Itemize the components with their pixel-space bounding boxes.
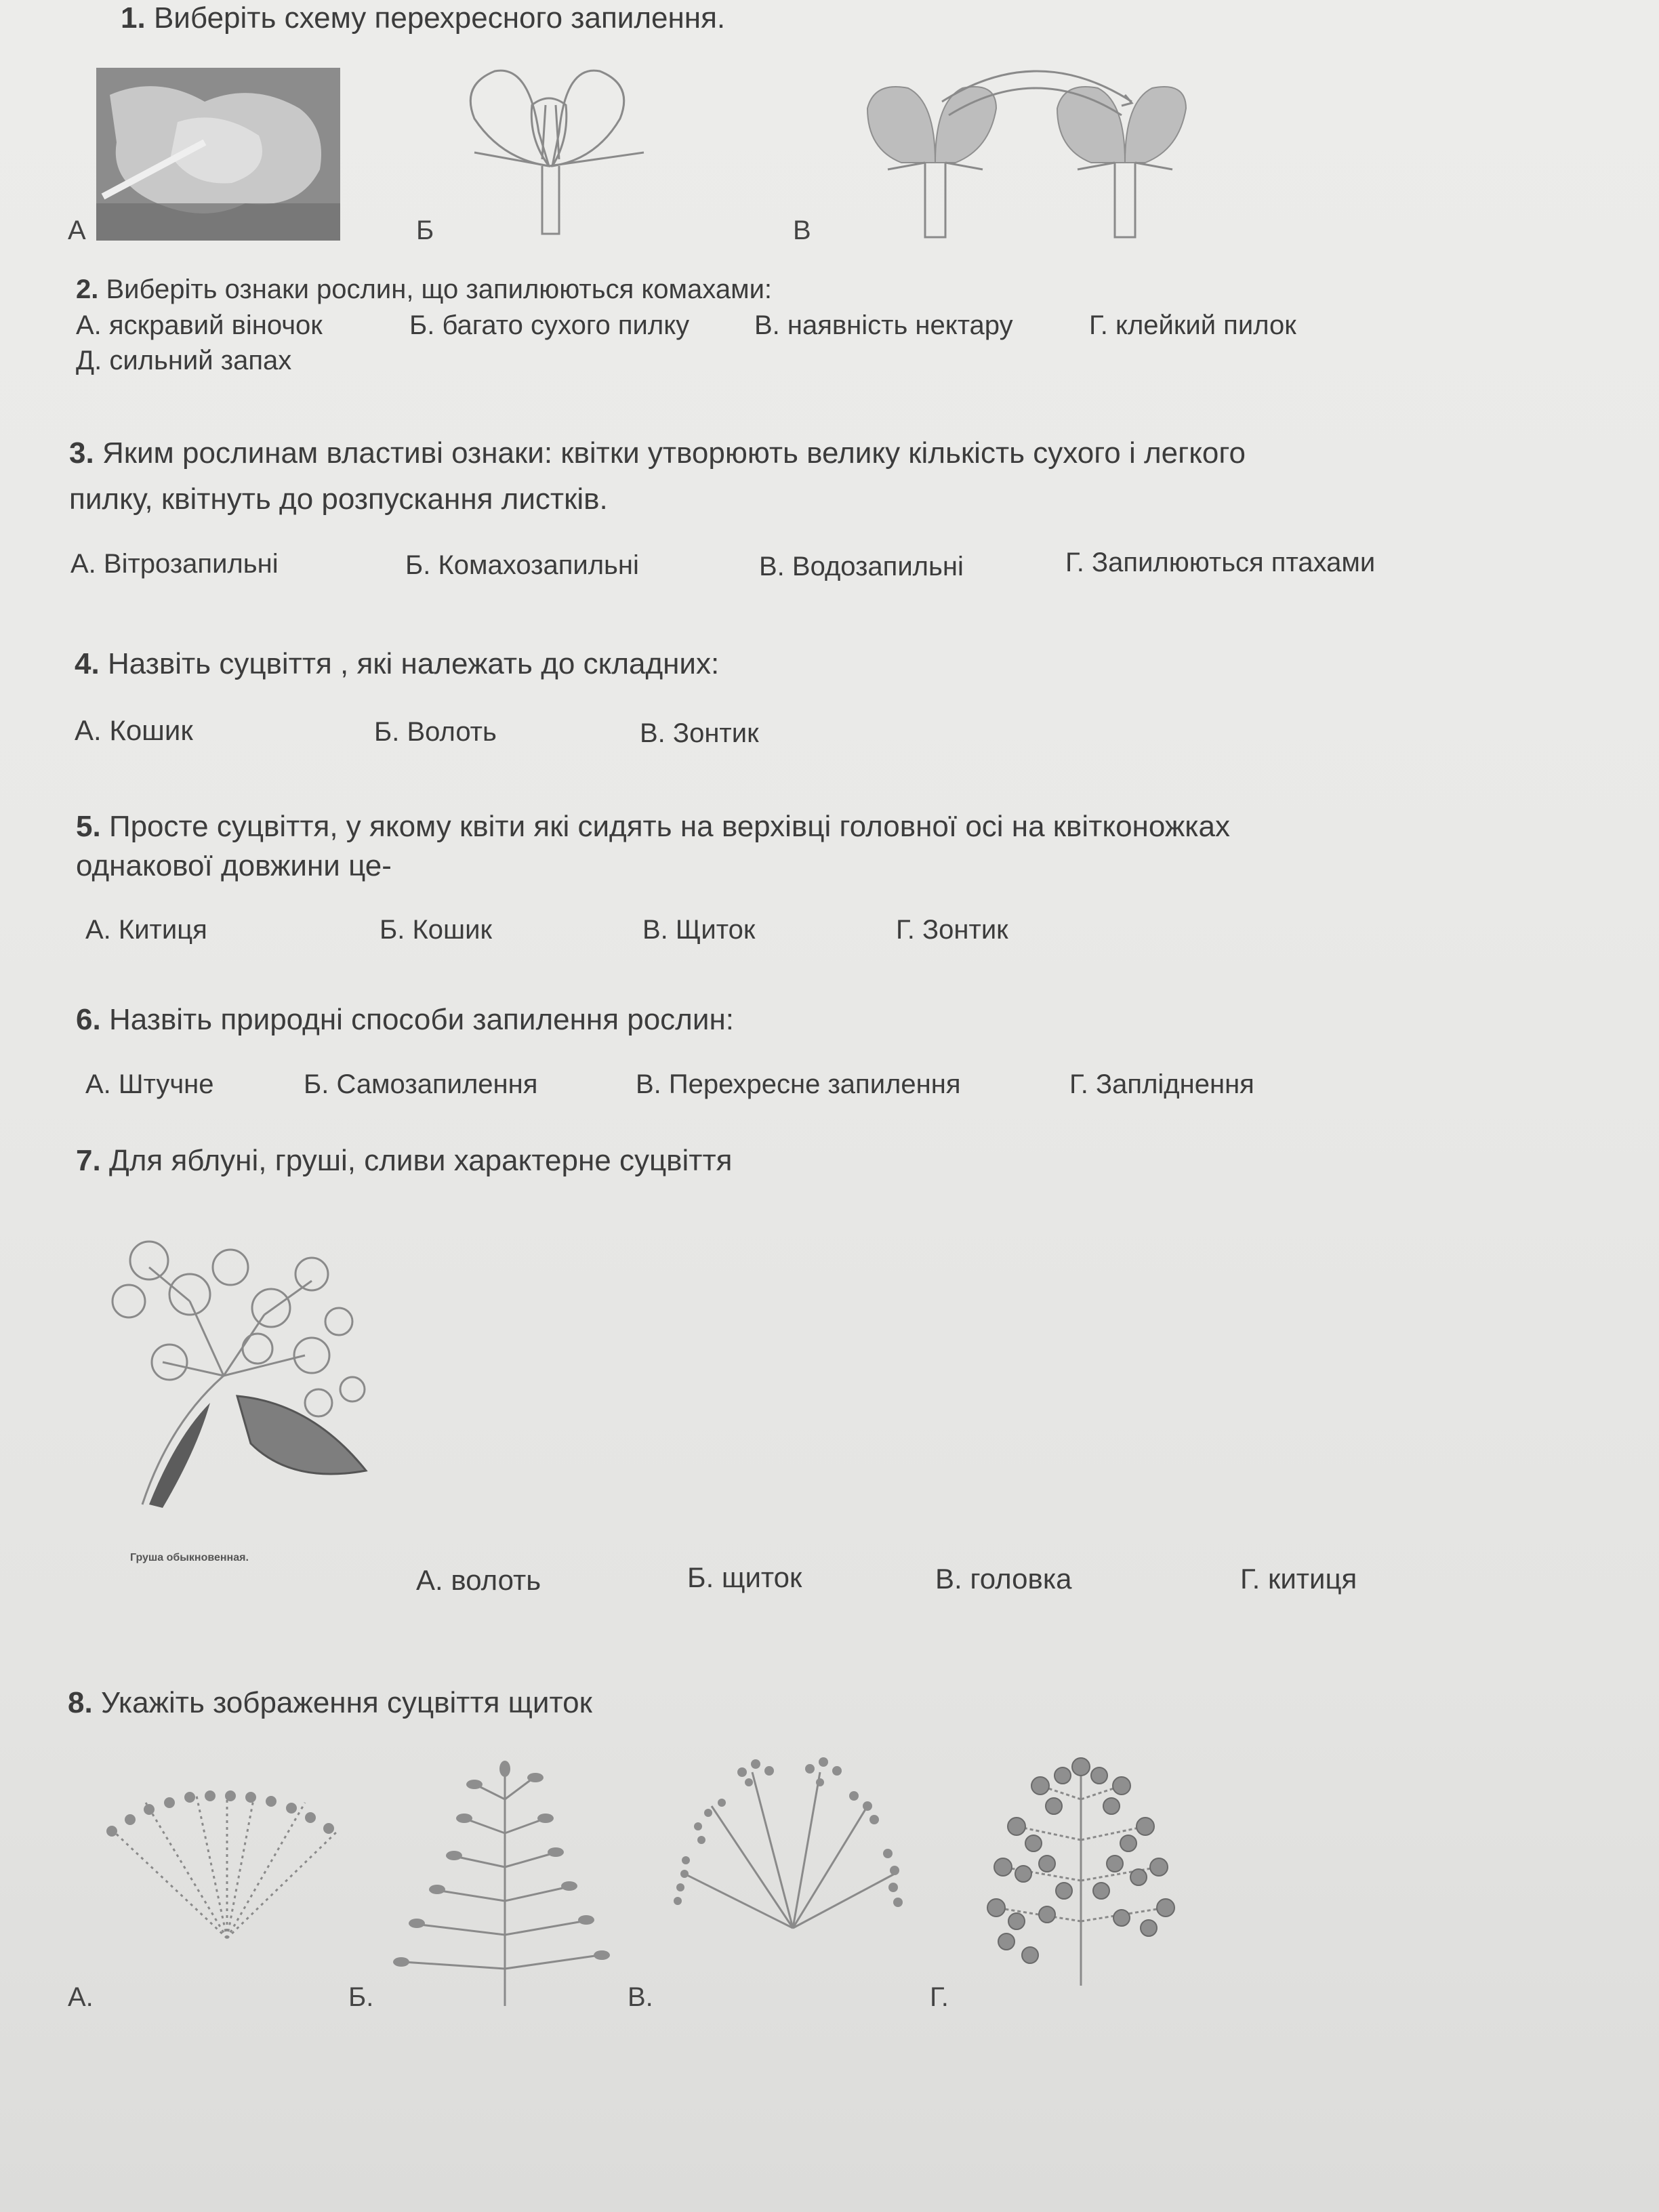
question-4: [75, 647, 719, 681]
q7-image-caption: Груша обыкновенная.: [130, 1552, 249, 1563]
q1-image-c-two-flowers: [861, 61, 1220, 244]
q5-option-d[interactable]: Г. Зонтик: [896, 915, 1008, 945]
q8-label-c: В.: [628, 1982, 653, 2012]
question-number: 1.: [121, 1, 146, 35]
q4-option-c[interactable]: В. Зонтик: [640, 718, 759, 748]
q8-label-d: Г.: [930, 1982, 949, 2012]
q7-option-c[interactable]: В. головка: [935, 1563, 1072, 1595]
q2-option-a[interactable]: А. яскравий віночок: [76, 310, 323, 340]
q1-label-a: А: [68, 216, 86, 245]
q2-option-c[interactable]: В. наявність нектару: [754, 310, 1013, 340]
q3-option-c[interactable]: В. Водозапильні: [759, 552, 964, 581]
question-2: [76, 274, 772, 305]
q7-option-a[interactable]: А. волоть: [416, 1564, 541, 1596]
q3-option-a[interactable]: А. Вітрозапильні: [70, 549, 279, 579]
question-8: [68, 1686, 592, 1720]
q8-image-a-umbrella: [95, 1782, 352, 1945]
q5-option-c[interactable]: В. Щиток: [642, 915, 756, 945]
question-text: Виберіть схему перехресного запилення.: [153, 1, 726, 35]
question-number: 3.: [69, 436, 94, 470]
question-1: [121, 1, 725, 35]
question-number: 8.: [68, 1686, 93, 1719]
q4-option-b[interactable]: Б. Волоть: [374, 717, 497, 747]
question-5-line2: однакової довжини це-: [76, 849, 392, 882]
q3-option-d[interactable]: Г. Запилюються птахами: [1065, 548, 1376, 577]
question-text: Назвіть суцвіття , які належать до складних:: [107, 647, 720, 680]
q2-option-e[interactable]: Д. сильний запах: [76, 346, 292, 375]
question-text: Виберіть ознаки рослин, що запилюються комахами:: [106, 274, 773, 304]
question-3-line2: пилку, квітнуть до розпускання листків.: [69, 483, 608, 516]
q8-image-c-compound-umbel: [671, 1752, 915, 1935]
q3-option-b[interactable]: Б. Комахозапильні: [405, 550, 639, 580]
question-text-line1: Яким рослинам властиві ознаки: квітки утворюють велику кількість сухого і легкого: [102, 436, 1246, 470]
question-text: Для яблуні, груші, сливи характерне суцвіття: [108, 1144, 733, 1177]
question-text-line1: Просте суцвіття, у якому квіти які сидять на верхівці головної осі на квітконожках: [108, 810, 1230, 843]
q5-option-b[interactable]: Б. Кошик: [380, 915, 492, 945]
question-7: [76, 1144, 732, 1178]
q1-label-c: В: [793, 216, 811, 245]
question-number: 5.: [76, 810, 101, 843]
question-3: [69, 436, 1246, 470]
q5-option-a[interactable]: А. Китиця: [85, 915, 207, 945]
question-number: 6.: [76, 1003, 101, 1036]
question-number: 2.: [76, 274, 99, 304]
q7-option-b[interactable]: Б. щиток: [687, 1561, 802, 1593]
q1-label-b: Б: [416, 216, 434, 245]
question-5: [76, 810, 1230, 844]
question-number: 4.: [75, 647, 100, 680]
q4-option-a[interactable]: А. Кошик: [75, 714, 193, 746]
question-6: [76, 1003, 734, 1037]
q8-label-b: Б.: [348, 1982, 374, 2012]
q1-image-b-flower: [447, 58, 651, 241]
q6-option-d[interactable]: Г. Запліднення: [1069, 1069, 1254, 1099]
q6-option-c[interactable]: В. Перехресне запилення: [636, 1069, 961, 1099]
q8-label-a: А.: [68, 1982, 94, 2012]
q7-pear-blossom-image: [88, 1220, 380, 1518]
question-number: 7.: [76, 1144, 101, 1177]
q8-image-d-panicle: [976, 1759, 1186, 1989]
q2-option-b[interactable]: Б. багато сухого пилку: [409, 310, 690, 340]
q6-option-a[interactable]: А. Штучне: [85, 1069, 214, 1099]
q6-option-b[interactable]: Б. Самозапилення: [304, 1069, 538, 1099]
q7-option-d[interactable]: Г. китиця: [1240, 1563, 1357, 1595]
question-text: Укажіть зображення суцвіття щиток: [100, 1686, 592, 1719]
q8-image-b-raceme: [393, 1759, 610, 2009]
question-text: Назвіть природні способи запилення рослин:: [108, 1003, 734, 1036]
q1-image-a-photo: [96, 68, 340, 241]
q2-option-d[interactable]: Г. клейкий пилок: [1089, 310, 1296, 340]
